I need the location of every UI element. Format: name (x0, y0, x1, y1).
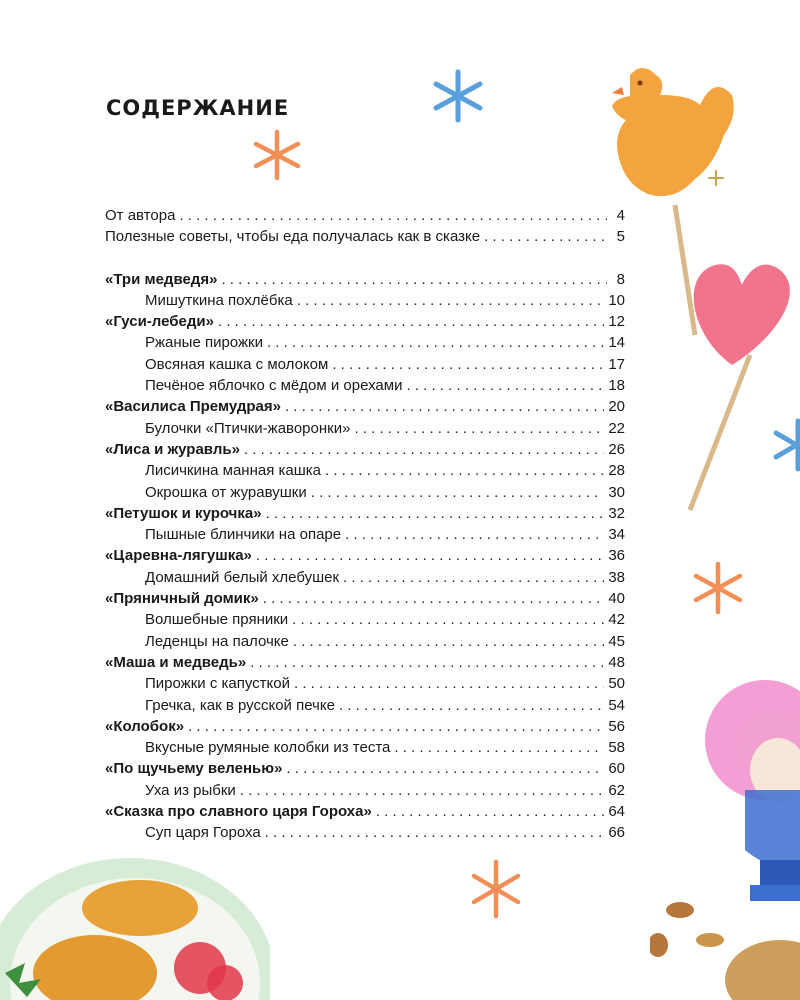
dot-leader (244, 441, 604, 458)
table-of-contents (105, 207, 625, 846)
toc-entry-title: Волшебные пряники (145, 611, 289, 629)
toc-page-number: 5 (616, 228, 625, 246)
dot-leader (311, 484, 605, 501)
toc-recipe-entry[interactable] (105, 782, 625, 803)
toc-recipe-entry[interactable] (105, 569, 625, 590)
toc-entry-title: Гречка, как в русской печке (145, 696, 335, 714)
toc-page-number: 32 (608, 504, 625, 522)
orange-star-icon (470, 858, 522, 920)
toc-entry-title: «По щучьему веленью» (105, 760, 283, 778)
toc-story-entry[interactable] (105, 505, 625, 526)
toc-page-number: 20 (608, 398, 625, 416)
dot-leader (221, 271, 607, 288)
toc-entry-title: Мишуткина похлёбка (145, 291, 293, 309)
dot-leader (218, 313, 604, 330)
toc-entry-title: «Маша и медведь» (105, 653, 247, 671)
toc-story-entry[interactable] (105, 271, 625, 292)
toc-intro-entry[interactable] (105, 228, 625, 249)
toc-page-number: 8 (616, 270, 625, 288)
toc-page-number: 50 (608, 675, 625, 693)
toc-entry-title: Суп царя Гороха (145, 824, 261, 842)
orange-star-icon (690, 560, 746, 616)
toc-page-number: 4 (616, 207, 625, 224)
dot-leader (263, 590, 605, 607)
toc-page-number: 54 (608, 696, 625, 714)
toc-story-entry[interactable] (105, 313, 625, 334)
toc-story-entry[interactable] (105, 441, 625, 462)
dot-leader (265, 824, 605, 841)
toc-page-number: 17 (608, 355, 625, 373)
dot-leader (286, 760, 604, 777)
dot-leader (250, 654, 604, 671)
toc-page-number: 58 (608, 739, 625, 757)
toc-entry-title: Ржаные пирожки (145, 334, 263, 352)
dot-leader (376, 803, 605, 820)
dot-leader (292, 611, 604, 628)
toc-entry-title: Окрошка от журавушки (145, 483, 307, 501)
toc-entry-title: Уха из рыбки (145, 781, 236, 799)
toc-entry-title: «Царевна-лягушка» (105, 547, 252, 565)
toc-recipe-entry[interactable] (105, 377, 625, 398)
blue-star-icon (770, 415, 800, 475)
toc-page-number: 42 (608, 611, 625, 629)
dot-leader (256, 547, 604, 564)
dot-leader (354, 420, 604, 437)
toc-recipe-entry[interactable] (105, 292, 625, 313)
toc-page-number: 22 (608, 419, 625, 437)
toc-page-number: 10 (608, 291, 625, 309)
toc-story-entry[interactable] (105, 547, 625, 568)
dot-leader (293, 633, 604, 650)
toc-entry-title: Домашний белый хлебушек (145, 568, 340, 586)
toc-page-number: 45 (608, 632, 625, 650)
toc-entry-title: Печёное яблочко с мёдом и орехами (145, 377, 403, 395)
dot-leader (188, 718, 604, 735)
toc-story-entry[interactable] (105, 718, 625, 739)
toc-page-number: 28 (608, 462, 625, 480)
toc-page-number: 48 (608, 653, 625, 671)
toc-entry-title: «Петушок и курочка» (105, 504, 262, 522)
toc-story-entry[interactable] (105, 803, 625, 824)
toc-page-number: 36 (608, 547, 625, 565)
toc-entry-title: «Пряничный домик» (105, 590, 259, 608)
toc-page-number: 62 (608, 781, 625, 799)
toc-entry-title: Полезные советы, чтобы еда получалась как в сказке (105, 228, 481, 246)
toc-entry-title: «Сказка про славного царя Гороха» (105, 803, 372, 821)
toc-entry-title: Леденцы на палочке (145, 632, 289, 650)
toc-recipe-entry[interactable] (105, 611, 625, 632)
toc-recipe-entry[interactable] (105, 420, 625, 441)
toc-recipe-entry[interactable] (105, 526, 625, 547)
dot-leader (267, 334, 604, 351)
toc-page-number: 18 (608, 377, 625, 395)
toc-page-number: 14 (608, 334, 625, 352)
dot-leader (484, 228, 607, 245)
dot-leader (294, 675, 604, 692)
toc-entry-title: «Три медведя» (105, 270, 218, 288)
toc-entry-title: «Гуси-лебеди» (105, 313, 214, 331)
toc-page-number: 34 (608, 526, 625, 544)
toc-entry-title: Вкусные румяные колобки из теста (145, 739, 391, 757)
toc-recipe-entry[interactable] (105, 633, 625, 654)
toc-recipe-entry[interactable] (105, 484, 625, 505)
toc-recipe-entry[interactable] (105, 334, 625, 355)
toc-story-entry[interactable] (105, 590, 625, 611)
toc-entry-title: Пирожки с капусткой (145, 675, 290, 693)
dot-leader (240, 782, 605, 799)
toc-recipe-entry[interactable] (105, 739, 625, 760)
toc-story-entry[interactable] (105, 654, 625, 675)
dot-leader (297, 292, 605, 309)
toc-page-number: 60 (608, 760, 625, 778)
toc-page-number: 66 (608, 824, 625, 842)
dot-leader (394, 739, 604, 756)
toc-entry-title: «Лиса и журавль» (105, 440, 240, 458)
toc-entry-title: Булочки «Птички-жаворонки» (145, 419, 351, 437)
toc-recipe-entry[interactable] (105, 824, 625, 845)
toc-entry-title: Лисичкина манная кашка (145, 462, 322, 480)
pastry-illustration (650, 895, 800, 1000)
toc-page-number: 30 (608, 483, 625, 501)
plate-with-pirozhki-illustration (0, 858, 270, 1000)
toc-recipe-entry[interactable] (105, 462, 625, 483)
toc-recipe-entry[interactable] (105, 697, 625, 718)
page-title: СОДЕРЖАНИЕ (106, 96, 290, 120)
toc-recipe-entry[interactable] (105, 356, 625, 377)
dot-leader (345, 526, 604, 543)
toc-intro-entry[interactable] (105, 207, 625, 228)
dot-leader (406, 377, 604, 394)
toc-entry-title: Пышные блинчики на опаре (145, 526, 342, 544)
toc-recipe-entry[interactable] (105, 675, 625, 696)
dot-leader (285, 398, 604, 415)
toc-page-number: 12 (608, 313, 625, 331)
toc-entry-title: Овсяная кашка с молоком (145, 355, 329, 373)
dot-leader (332, 356, 604, 373)
dot-leader (339, 697, 604, 714)
toc-entry-title: «Колобок» (105, 717, 185, 735)
blue-star-icon (428, 66, 488, 126)
toc-page-number: 64 (608, 803, 625, 821)
toc-entry-title: От автора (105, 207, 176, 224)
toc-page-number: 38 (608, 568, 625, 586)
toc-page-number: 56 (608, 717, 625, 735)
toc-entry-title: «Василиса Премудрая» (105, 398, 281, 416)
toc-story-entry[interactable] (105, 398, 625, 419)
dot-leader (325, 462, 604, 479)
dot-leader (266, 505, 605, 522)
toc-story-entry[interactable] (105, 760, 625, 781)
dot-leader (179, 207, 607, 224)
toc-page-number: 26 (608, 440, 625, 458)
toc-page-number: 40 (608, 590, 625, 608)
orange-star-icon (250, 128, 304, 182)
dot-leader (343, 569, 604, 586)
